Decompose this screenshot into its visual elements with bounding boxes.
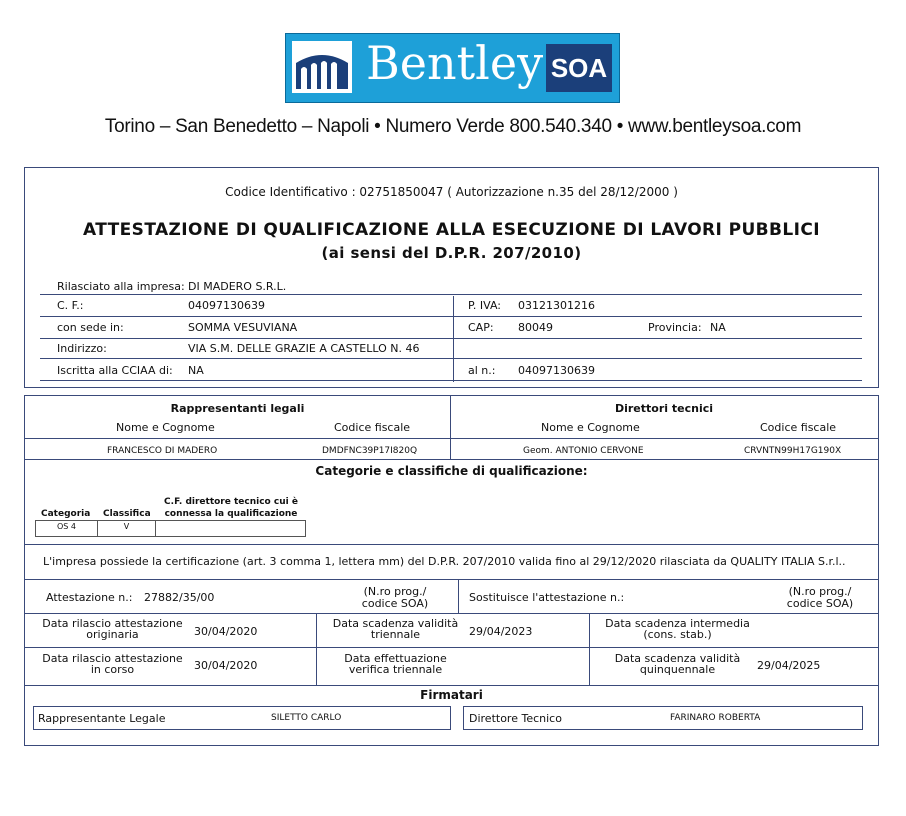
rilascio-orig-label2: originaria bbox=[86, 628, 139, 641]
scad-trien-label2: triennale bbox=[370, 628, 421, 641]
direttore-nome: Geom. ANTONIO CERVONE bbox=[523, 446, 644, 456]
sostituisce-label: Sostituisce l'attestazione n.: bbox=[469, 591, 625, 604]
codice-identificativo: Codice Identificativo : 02751850047 ( Autorizzazione n.35 del 28/12/2000 ) bbox=[225, 185, 678, 199]
impresa-section bbox=[24, 167, 879, 388]
categoria-value: OS 4 bbox=[56, 522, 76, 531]
rappresentanti-col-nome: Nome e Cognome bbox=[116, 421, 215, 434]
aln-value: 04097130639 bbox=[518, 364, 595, 377]
rilascio-corso-label1: Data rilascio attestazione bbox=[42, 652, 183, 665]
tagline: Torino – San Benedetto – Napoli • Numero Verde 800.540.340 • www.bentleysoa.com bbox=[104, 116, 802, 137]
document-subtitle: (ai sensi del D.P.R. 207/2010) bbox=[321, 244, 582, 262]
firmatari-title: Firmatari bbox=[420, 688, 483, 702]
piva-value: 03121301216 bbox=[518, 299, 595, 312]
sede-label: con sede in: bbox=[57, 321, 124, 334]
bentley-soa-logo bbox=[285, 33, 620, 103]
cap-label: CAP: bbox=[468, 321, 494, 334]
col-classifica: Classifica bbox=[103, 509, 151, 519]
scad-interm-label2: (cons. stab.) bbox=[643, 628, 712, 641]
cf-label: C. F.: bbox=[57, 299, 84, 312]
sede-value: SOMMA VESUVIANA bbox=[188, 321, 298, 334]
rilascio-corso-value: 30/04/2020 bbox=[194, 659, 258, 672]
rilascio-corso-label2: in corso bbox=[90, 663, 135, 676]
cf-value: 04097130639 bbox=[188, 299, 265, 312]
cciaa-value: NA bbox=[188, 364, 204, 377]
scad-quinq-label1: Data scadenza validità bbox=[614, 652, 741, 665]
scad-quinq-label2: quinquennale bbox=[639, 663, 716, 676]
firma-rapp-label: Rappresentante Legale bbox=[38, 712, 166, 725]
nro-prog-line1: (N.ro prog./ bbox=[363, 585, 427, 598]
cciaa-label: Iscritta alla CCIAA di: bbox=[57, 364, 173, 377]
rappresentanti-col-cf: Codice fiscale bbox=[334, 421, 411, 434]
firma-rapp-value: SILETTO CARLO bbox=[271, 713, 342, 723]
certificazione-text: L'impresa possiede la certificazione (art. 3 comma 1, lettera mm) del D.P.R. 207/2010 valida fino al 29/12/2020 rilasciata da QUALITY ITALIA S.r.l.. bbox=[43, 555, 846, 568]
logo-brand: Bentley bbox=[366, 36, 544, 90]
rappresentante-nome: FRANCESCO DI MADERO bbox=[107, 446, 218, 456]
nro-prog-line2: codice SOA) bbox=[361, 597, 429, 610]
direttore-cf: CRVNTN99H17G190X bbox=[744, 446, 842, 456]
rilasciato-label: Rilasciato alla impresa: bbox=[57, 280, 185, 293]
nro-prog2-line1: (N.ro prog./ bbox=[788, 585, 852, 598]
piva-label: P. IVA: bbox=[468, 299, 502, 312]
rilascio-orig-value: 30/04/2020 bbox=[194, 625, 258, 638]
logo-suffix: SOA bbox=[546, 44, 612, 92]
document-title: ATTESTAZIONE DI QUALIFICAZIONE ALLA ESECUZIONE DI LAVORI PUBBLICI bbox=[83, 220, 820, 240]
scad-interm-label1: Data scadenza intermedia bbox=[605, 617, 750, 630]
provincia-label: Provincia: bbox=[648, 321, 702, 334]
provincia-value: NA bbox=[710, 321, 726, 334]
scad-trien-label1: Data scadenza validità bbox=[332, 617, 459, 630]
direttori-col-cf: Codice fiscale bbox=[760, 421, 837, 434]
rappresentanti-title: Rappresentanti legali bbox=[170, 402, 305, 415]
nro-prog2-line2: codice SOA) bbox=[786, 597, 854, 610]
rilasciato-value: DI MADERO S.R.L. bbox=[188, 280, 287, 293]
verifica-label1: Data effettuazione bbox=[344, 652, 447, 665]
col-categoria: Categoria bbox=[41, 509, 91, 519]
indirizzo-value: VIA S.M. DELLE GRAZIE A CASTELLO N. 46 bbox=[188, 342, 420, 355]
verifica-label2: verifica triennale bbox=[348, 663, 443, 676]
aln-label: al n.: bbox=[468, 364, 496, 377]
attestazione-n-value: 27882/35/00 bbox=[144, 591, 215, 604]
cap-value: 80049 bbox=[518, 321, 553, 334]
categorie-title: Categorie e classifiche di qualificazione: bbox=[315, 464, 588, 478]
bridge-logo-icon bbox=[292, 41, 352, 93]
direttori-title: Direttori tecnici bbox=[614, 402, 714, 415]
direttori-col-nome: Nome e Cognome bbox=[541, 421, 640, 434]
rilascio-orig-label1: Data rilascio attestazione bbox=[42, 617, 183, 630]
col-cf-line1: C.F. direttore tecnico cui è bbox=[164, 497, 298, 507]
firma-dir-value: FARINARO ROBERTA bbox=[670, 713, 761, 723]
attestazione-n-label: Attestazione n.: bbox=[46, 591, 133, 604]
scad-quinq-value: 29/04/2025 bbox=[757, 659, 821, 672]
firma-dir-label: Direttore Tecnico bbox=[469, 712, 562, 725]
classifica-value: V bbox=[123, 522, 130, 531]
rappresentante-cf: DMDFNC39P17I820Q bbox=[322, 446, 418, 456]
indirizzo-label: Indirizzo: bbox=[57, 342, 107, 355]
scad-trien-value: 29/04/2023 bbox=[469, 625, 533, 638]
col-cf-line2: connessa la qualificazione bbox=[164, 509, 298, 519]
